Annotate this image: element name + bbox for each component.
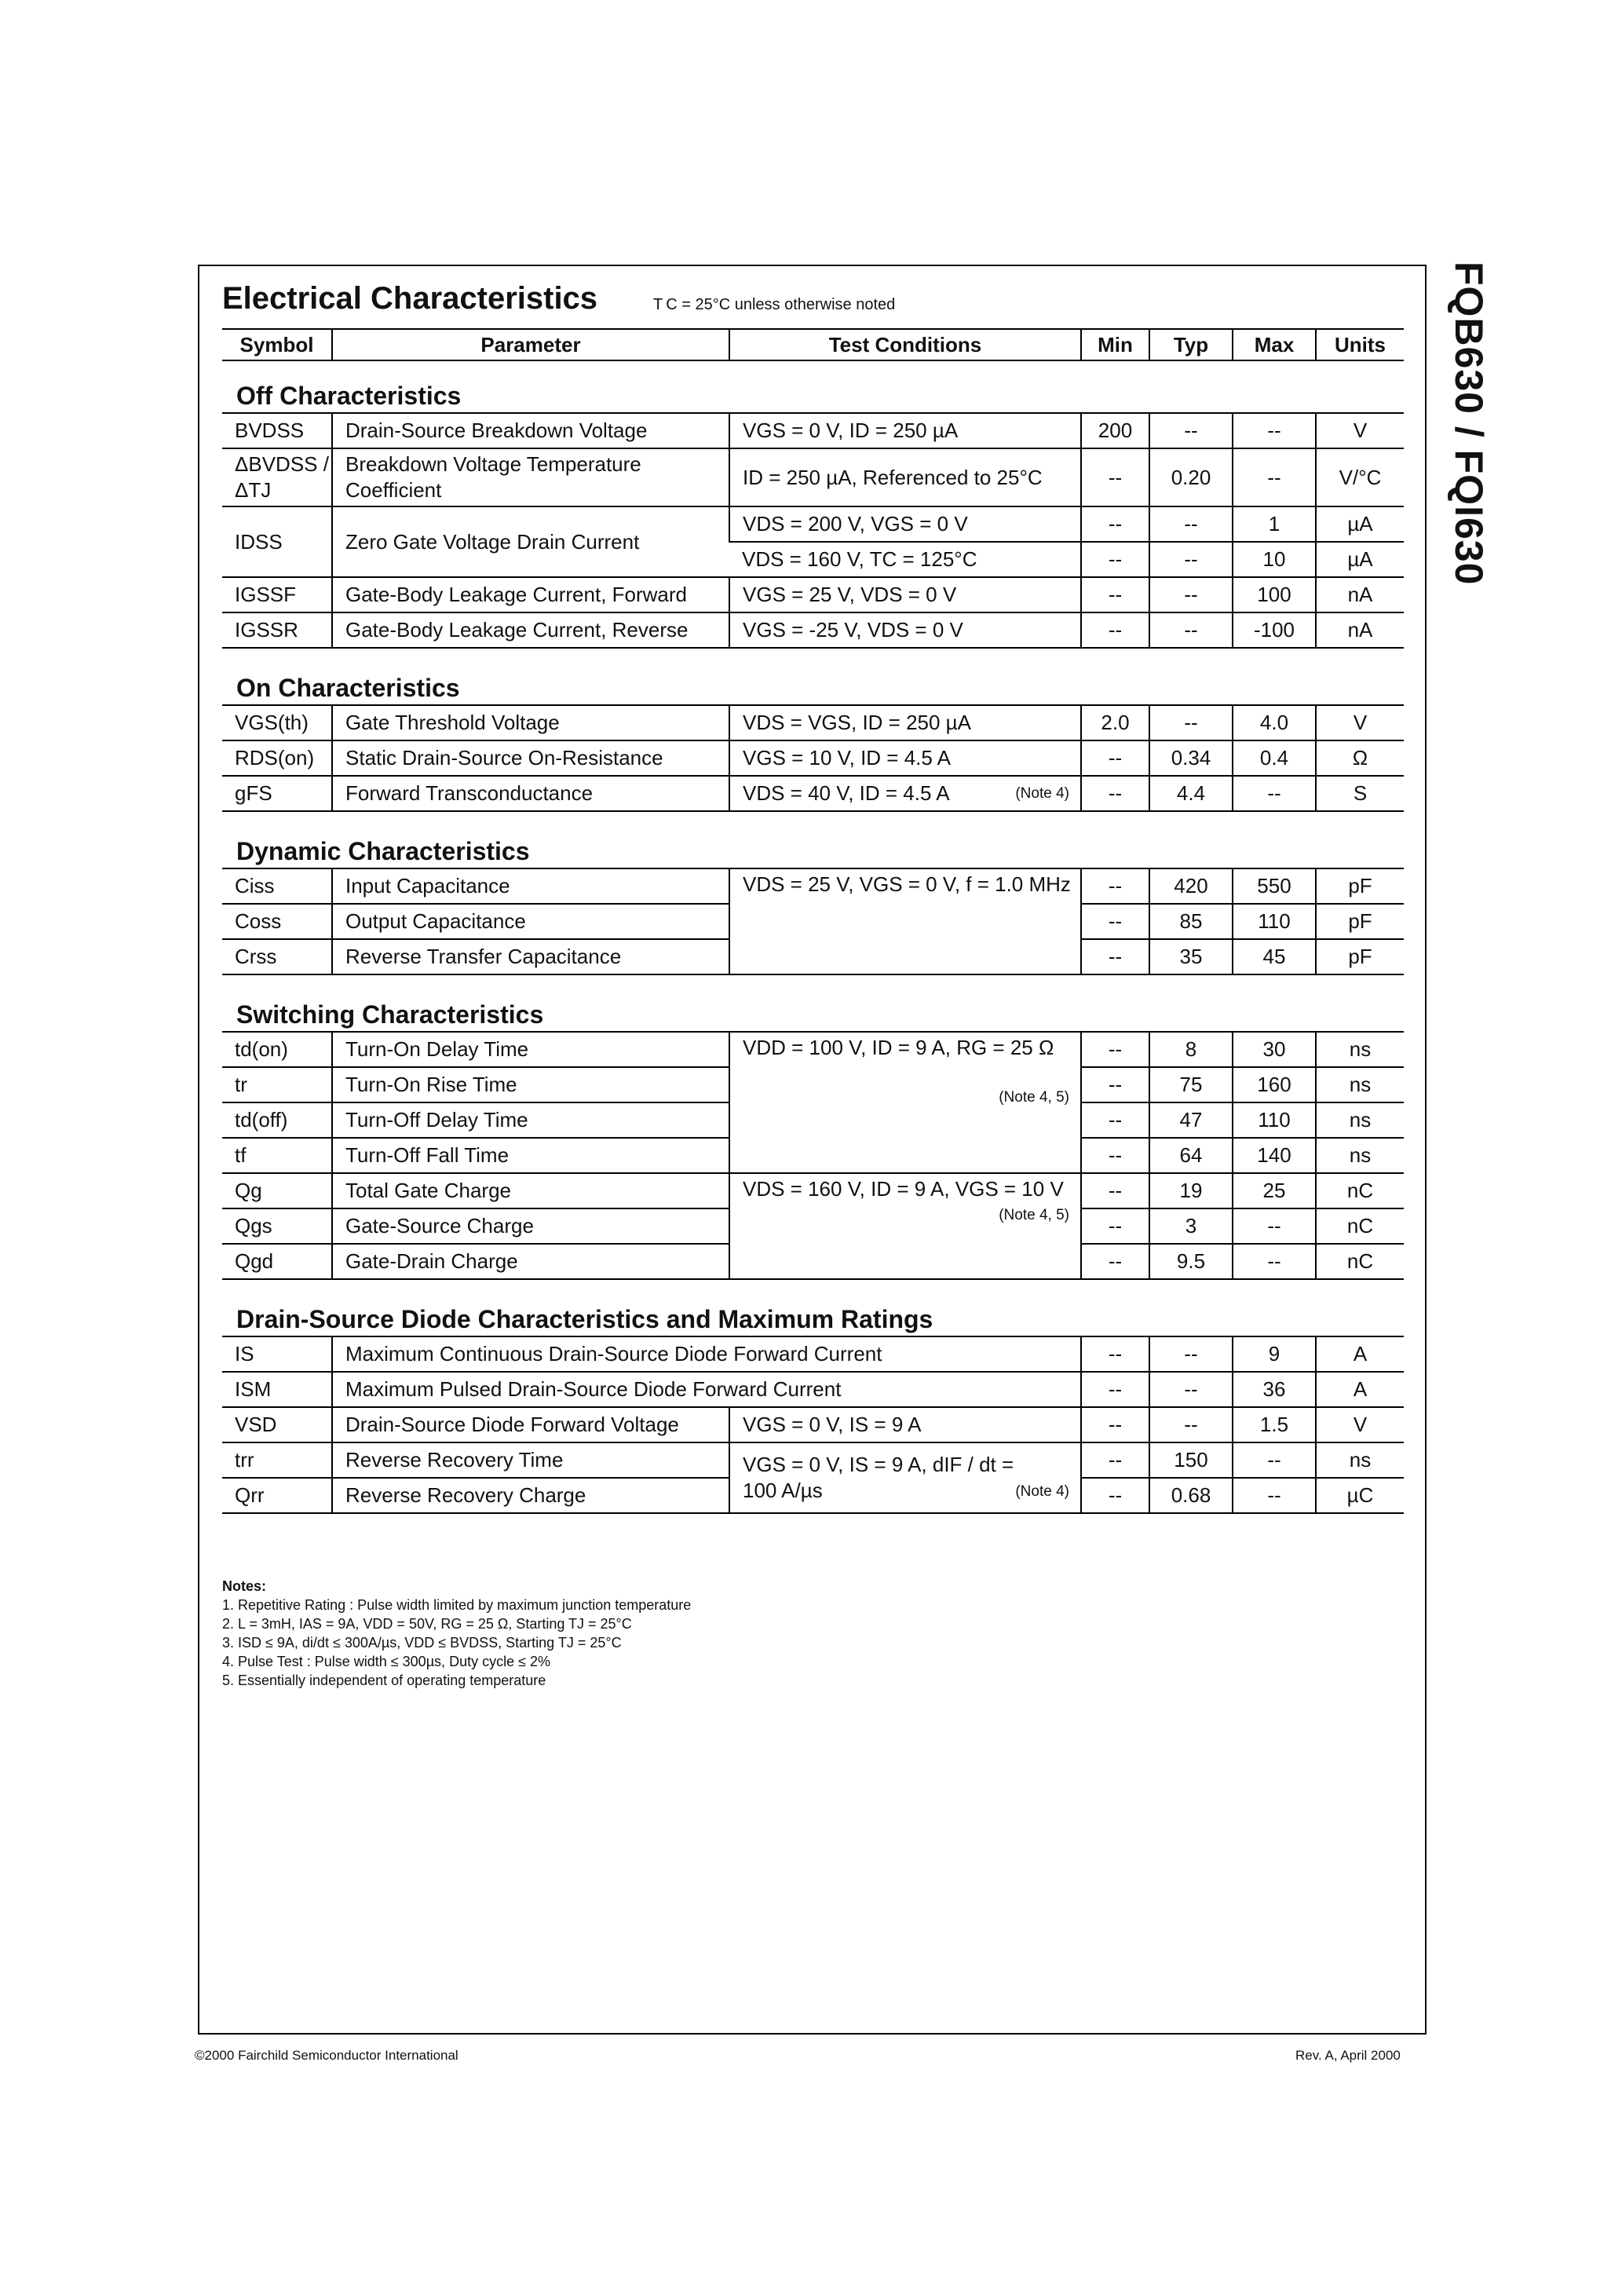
table-row bbox=[222, 740, 1404, 776]
table-cell: Drain-Source Breakdown Voltage bbox=[332, 413, 729, 448]
table-cell: -100 bbox=[1233, 612, 1316, 648]
table-cell: V bbox=[1316, 1407, 1404, 1442]
section-on: On Characteristics bbox=[222, 648, 1404, 705]
table-cell: VDS = VGS, ID = 250 µA bbox=[729, 705, 1081, 740]
table-row bbox=[222, 413, 1404, 448]
table-cell: -- bbox=[1233, 1208, 1316, 1244]
table-row bbox=[222, 577, 1404, 612]
table-cell: ns bbox=[1316, 1067, 1404, 1102]
table-cell: ns bbox=[1316, 1102, 1404, 1138]
table-cell: (Note 4) VDS = 40 V, ID = 4.5 A bbox=[729, 776, 1081, 811]
table-cell: nA bbox=[1316, 612, 1404, 648]
table-cell: -- bbox=[1149, 1372, 1233, 1407]
table-cell: Maximum Continuous Drain-Source Diode Forward Current bbox=[332, 1336, 1081, 1372]
table-cell: -- bbox=[1149, 1407, 1233, 1442]
table-cell: IS bbox=[222, 1336, 332, 1372]
table-cell: 85 bbox=[1149, 904, 1233, 939]
table-cell: A bbox=[1316, 1372, 1404, 1407]
table-cell: 150 bbox=[1149, 1442, 1233, 1478]
table-cell: 200 bbox=[1081, 413, 1149, 448]
table-cell: pF bbox=[1316, 939, 1404, 974]
note-item: 2. L = 3mH, IAS = 9A, VDD = 50V, RG = 25 Ω, Starting TJ = 25°C bbox=[222, 1616, 632, 1632]
col-units: Units bbox=[1316, 329, 1404, 360]
section-off: Off Characteristics bbox=[222, 360, 1404, 413]
footer-revision: Rev. A, April 2000 bbox=[1295, 2048, 1401, 2063]
table-cell: nC bbox=[1316, 1208, 1404, 1244]
table-cell: -- bbox=[1081, 542, 1149, 577]
table-cell: nC bbox=[1316, 1173, 1404, 1208]
table-cell: -- bbox=[1081, 1442, 1149, 1478]
table-cell: Zero Gate Voltage Drain Current bbox=[332, 506, 729, 577]
table-cell: trr bbox=[222, 1442, 332, 1478]
table-cell: Drain-Source Diode Forward Voltage bbox=[332, 1407, 729, 1442]
table-cell: Turn-On Rise Time bbox=[332, 1067, 729, 1102]
table-cell: 420 bbox=[1149, 868, 1233, 904]
note-4-5: (Note 4, 5) bbox=[999, 1207, 1069, 1223]
table-cell: Breakdown Voltage Temperature Coefficient bbox=[332, 448, 729, 506]
table-cell: µC bbox=[1316, 1478, 1404, 1513]
notes-title: Notes: bbox=[222, 1578, 267, 1594]
table-cell: 45 bbox=[1233, 939, 1316, 974]
table-cell: -- bbox=[1233, 1244, 1316, 1279]
table-cell: -- bbox=[1081, 1067, 1149, 1102]
table-cell: ID = 250 µA, Referenced to 25°C bbox=[729, 448, 1081, 506]
table-cell: Qg bbox=[222, 1173, 332, 1208]
table-cell: 110 bbox=[1233, 1102, 1316, 1138]
note-item: 5. Essentially independent of operating temperature bbox=[222, 1673, 546, 1688]
table-cell: -- bbox=[1233, 1442, 1316, 1478]
table-cell: tf bbox=[222, 1138, 332, 1173]
table-cell: tr bbox=[222, 1067, 332, 1102]
table-cell: VDS = 160 V, ID = 9 A, VGS = 10 V (Note 4, 5) bbox=[729, 1173, 1081, 1279]
table-cell: ΔBVDSS / ΔTJ bbox=[222, 448, 332, 506]
table-cell: 140 bbox=[1233, 1138, 1316, 1173]
table-cell: -- bbox=[1081, 1407, 1149, 1442]
table-cell: ns bbox=[1316, 1138, 1404, 1173]
table-cell: Forward Transconductance bbox=[332, 776, 729, 811]
table-cell: Input Capacitance bbox=[332, 868, 729, 904]
table-cell: 9.5 bbox=[1149, 1244, 1233, 1279]
table-cell: IGSSF bbox=[222, 577, 332, 612]
table-cell: VGS = -25 V, VDS = 0 V bbox=[729, 612, 1081, 648]
table-cell: 35 bbox=[1149, 939, 1233, 974]
table-row bbox=[222, 1407, 1404, 1442]
table-cell: 19 bbox=[1149, 1173, 1233, 1208]
table-row bbox=[222, 506, 1404, 542]
table-cell: VDD = 100 V, ID = 9 A, RG = 25 Ω (Note 4, 5) bbox=[729, 1032, 1081, 1173]
table-cell: 550 bbox=[1233, 868, 1316, 904]
col-symbol: Symbol bbox=[222, 329, 332, 360]
table-cell: -- bbox=[1081, 1372, 1149, 1407]
table-cell: Gate Threshold Voltage bbox=[332, 705, 729, 740]
table-cell: 47 bbox=[1149, 1102, 1233, 1138]
table-cell: Gate-Body Leakage Current, Reverse bbox=[332, 612, 729, 648]
table-cell: -- bbox=[1233, 448, 1316, 506]
table-cell: -- bbox=[1081, 939, 1149, 974]
table-cell: Ciss bbox=[222, 868, 332, 904]
table-cell: 25 bbox=[1233, 1173, 1316, 1208]
electrical-characteristics-table bbox=[222, 328, 1404, 1514]
table-cell: -- bbox=[1233, 413, 1316, 448]
table-cell: -- bbox=[1081, 868, 1149, 904]
table-row bbox=[222, 612, 1404, 648]
table-cell: Qrr bbox=[222, 1478, 332, 1513]
table-cell: -- bbox=[1081, 1032, 1149, 1067]
table-cell: VDS = 25 V, VGS = 0 V, f = 1.0 MHz bbox=[729, 868, 1081, 974]
table-cell: V/°C bbox=[1316, 448, 1404, 506]
table-cell: VGS = 25 V, VDS = 0 V bbox=[729, 577, 1081, 612]
table-cell: -- bbox=[1081, 776, 1149, 811]
table-cell: 9 bbox=[1233, 1336, 1316, 1372]
header-row bbox=[222, 329, 1404, 360]
table-cell: Turn-Off Fall Time bbox=[332, 1138, 729, 1173]
table-cell: S bbox=[1316, 776, 1404, 811]
table-cell: 100 bbox=[1233, 577, 1316, 612]
table-cell: -- bbox=[1149, 577, 1233, 612]
table-cell: A bbox=[1316, 1336, 1404, 1372]
table-cell: ISM bbox=[222, 1372, 332, 1407]
table-cell: V bbox=[1316, 705, 1404, 740]
table-cell: µA bbox=[1316, 542, 1404, 577]
page-title: Electrical Characteristics bbox=[222, 281, 598, 316]
table-cell: 1.5 bbox=[1233, 1407, 1316, 1442]
table-cell: VGS = 0 V, IS = 9 A bbox=[729, 1407, 1081, 1442]
table-cell: -- bbox=[1149, 506, 1233, 542]
table-cell: RDS(on) bbox=[222, 740, 332, 776]
note-item: 1. Repetitive Rating : Pulse width limited by maximum junction temperature bbox=[222, 1597, 692, 1613]
section-diode: Drain-Source Diode Characteristics and Maximum Ratings bbox=[222, 1279, 1404, 1336]
table-cell: (Note 4) VGS = 0 V, IS = 9 A, dIF / dt = 100 A/µs bbox=[729, 1442, 1081, 1513]
table-cell: 4.4 bbox=[1149, 776, 1233, 811]
note-4: (Note 4) bbox=[1015, 1483, 1069, 1500]
table-cell: 2.0 bbox=[1081, 705, 1149, 740]
table-cell: µA bbox=[1316, 506, 1404, 542]
table-cell: IGSSR bbox=[222, 612, 332, 648]
table-cell: -- bbox=[1081, 1102, 1149, 1138]
table-cell: 64 bbox=[1149, 1138, 1233, 1173]
footer-copyright: ©2000 Fairchild Semiconductor International bbox=[195, 2048, 458, 2063]
table-cell: -- bbox=[1149, 542, 1233, 577]
table-cell: -- bbox=[1081, 1208, 1149, 1244]
table-cell: Reverse Recovery Charge bbox=[332, 1478, 729, 1513]
table-row bbox=[222, 705, 1404, 740]
table-cell: Maximum Pulsed Drain-Source Diode Forward Current bbox=[332, 1372, 1081, 1407]
table-cell: 75 bbox=[1149, 1067, 1233, 1102]
col-max: Max bbox=[1233, 329, 1316, 360]
table-cell: -- bbox=[1233, 1478, 1316, 1513]
table-cell: 0.34 bbox=[1149, 740, 1233, 776]
table-cell: -- bbox=[1149, 705, 1233, 740]
table-cell: -- bbox=[1081, 612, 1149, 648]
table-cell: nC bbox=[1316, 1244, 1404, 1279]
table-cell: pF bbox=[1316, 904, 1404, 939]
table-cell: VGS = 0 V, ID = 250 µA bbox=[729, 413, 1081, 448]
table-cell: ns bbox=[1316, 1032, 1404, 1067]
table-cell: -- bbox=[1081, 1336, 1149, 1372]
table-cell: nA bbox=[1316, 577, 1404, 612]
table-cell: 110 bbox=[1233, 904, 1316, 939]
table-cell: Reverse Recovery Time bbox=[332, 1442, 729, 1478]
table-cell: VGS(th) bbox=[222, 705, 332, 740]
table-cell: Coss bbox=[222, 904, 332, 939]
note-4: (Note 4) bbox=[1015, 785, 1069, 802]
heading-note: T C = 25°C unless otherwise noted bbox=[653, 296, 896, 313]
table-cell: Qgs bbox=[222, 1208, 332, 1244]
table-cell: Turn-Off Delay Time bbox=[332, 1102, 729, 1138]
table-row bbox=[222, 776, 1404, 811]
note-item: 3. ISD ≤ 9A, di/dt ≤ 300A/µs, VDD ≤ BVDSS, Starting TJ = 25°C bbox=[222, 1635, 622, 1651]
table-cell: Total Gate Charge bbox=[332, 1173, 729, 1208]
table-cell: 30 bbox=[1233, 1032, 1316, 1067]
table-cell: 160 bbox=[1233, 1067, 1316, 1102]
table-cell: Static Drain-Source On-Resistance bbox=[332, 740, 729, 776]
table-cell: Crss bbox=[222, 939, 332, 974]
table-cell: td(on) bbox=[222, 1032, 332, 1067]
table-row bbox=[222, 868, 1404, 904]
table-cell: 0.68 bbox=[1149, 1478, 1233, 1513]
table-cell: -- bbox=[1081, 904, 1149, 939]
table-row bbox=[222, 1336, 1404, 1372]
table-cell: VGS = 10 V, ID = 4.5 A bbox=[729, 740, 1081, 776]
table-cell: -- bbox=[1149, 612, 1233, 648]
table-cell: 0.4 bbox=[1233, 740, 1316, 776]
table-cell: V bbox=[1316, 413, 1404, 448]
table-cell: 36 bbox=[1233, 1372, 1316, 1407]
table-cell: Reverse Transfer Capacitance bbox=[332, 939, 729, 974]
table-cell: 8 bbox=[1149, 1032, 1233, 1067]
col-parameter: Parameter bbox=[332, 329, 729, 360]
section-dynamic: Dynamic Characteristics bbox=[222, 811, 1404, 868]
table-cell: 3 bbox=[1149, 1208, 1233, 1244]
table-cell: 1 bbox=[1233, 506, 1316, 542]
table-row bbox=[222, 1372, 1404, 1407]
side-title: FQB630 / FQI630 bbox=[1447, 261, 1491, 586]
table-cell: -- bbox=[1081, 577, 1149, 612]
table-cell: 10 bbox=[1233, 542, 1316, 577]
table-cell: -- bbox=[1081, 448, 1149, 506]
table-cell: pF bbox=[1316, 868, 1404, 904]
table-cell: VDS = 160 V, TC = 125°C bbox=[729, 542, 1081, 577]
table-row bbox=[222, 448, 1404, 506]
col-test-conditions: Test Conditions bbox=[729, 329, 1081, 360]
notes bbox=[222, 1577, 691, 1690]
table-cell: -- bbox=[1081, 1173, 1149, 1208]
table-cell: 0.20 bbox=[1149, 448, 1233, 506]
table-cell: BVDSS bbox=[222, 413, 332, 448]
table-row bbox=[222, 1173, 1404, 1208]
table-cell: -- bbox=[1081, 1138, 1149, 1173]
table-cell: Gate-Body Leakage Current, Forward bbox=[332, 577, 729, 612]
table-cell: td(off) bbox=[222, 1102, 332, 1138]
col-min: Min bbox=[1081, 329, 1149, 360]
table-cell: -- bbox=[1149, 1336, 1233, 1372]
table-cell: Qgd bbox=[222, 1244, 332, 1279]
note-item: 4. Pulse Test : Pulse width ≤ 300µs, Duty cycle ≤ 2% bbox=[222, 1654, 550, 1669]
table-cell: -- bbox=[1081, 506, 1149, 542]
table-cell: -- bbox=[1081, 1244, 1149, 1279]
table-cell: IDSS bbox=[222, 506, 332, 577]
table-cell: Ω bbox=[1316, 740, 1404, 776]
table-row bbox=[222, 1442, 1404, 1478]
table-cell: -- bbox=[1081, 1478, 1149, 1513]
table-cell: 4.0 bbox=[1233, 705, 1316, 740]
section-switching: Switching Characteristics bbox=[222, 974, 1404, 1032]
table-cell: VDS = 200 V, VGS = 0 V bbox=[729, 506, 1081, 542]
table-cell: -- bbox=[1233, 776, 1316, 811]
note-4-5: (Note 4, 5) bbox=[999, 1089, 1069, 1106]
table-cell: -- bbox=[1149, 413, 1233, 448]
table-row bbox=[222, 1032, 1404, 1067]
table-cell: Output Capacitance bbox=[332, 904, 729, 939]
table-cell: VSD bbox=[222, 1407, 332, 1442]
table-cell: Gate-Source Charge bbox=[332, 1208, 729, 1244]
table-cell: gFS bbox=[222, 776, 332, 811]
table-cell: Turn-On Delay Time bbox=[332, 1032, 729, 1067]
table-cell: -- bbox=[1081, 740, 1149, 776]
table-cell: Gate-Drain Charge bbox=[332, 1244, 729, 1279]
table-cell: ns bbox=[1316, 1442, 1404, 1478]
col-typ: Typ bbox=[1149, 329, 1233, 360]
